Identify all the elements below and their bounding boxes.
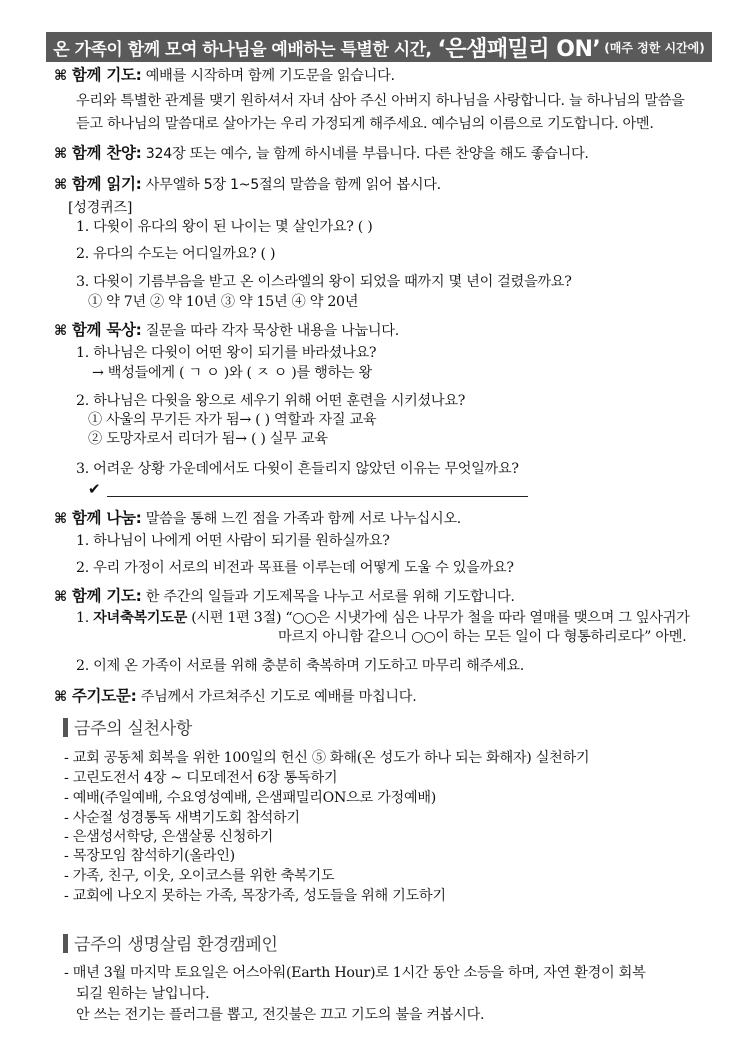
section-desc: 324장 또는 예수, 늘 함께 하시네를 부릅니다. 다른 찬양을 해도 좋습니다. — [141, 146, 589, 162]
command-mark-icon: ⌘ — [54, 323, 67, 339]
command-mark-icon: ⌘ — [54, 689, 67, 705]
banner-program-name: ‘은샘패밀리 ON’ — [437, 36, 601, 62]
section-praise-heading — [54, 143, 589, 164]
practice-item: - 예배(주일예배, 수요영성예배, 은샘패밀리ON으로 가정예배) — [64, 790, 436, 806]
practice-item: - 은샘성서학당, 은샘살롱 신청하기 — [64, 829, 274, 845]
command-mark-icon: ⌘ — [54, 68, 67, 84]
section-desc: 사무엘하 5장 1~5절의 말씀을 함께 읽어 봅시다. — [141, 177, 441, 193]
title-bar-icon — [63, 718, 68, 737]
sharing-question-2: 2. 우리 가정이 서로의 비전과 목표를 이루는데 어떻게 도울 수 있을까요? — [76, 560, 514, 576]
banner-main-text: 온 가족이 함께 모여 하나님을 예배하는 특별한 시간, — [53, 39, 432, 60]
item-number: 1. — [76, 610, 94, 626]
prayer-body-line: 우리와 특별한 관계를 맺기 원하셔서 자녀 삼아 주신 아버지 하나님을 사랑합니다. 늘 하나님의 말씀을 — [76, 93, 685, 109]
command-mark-icon: ⌘ — [54, 511, 67, 527]
title-banner — [46, 32, 712, 62]
section-heading: 함께 묵상: — [71, 321, 142, 339]
campaign-line: - 매년 3월 마지막 토요일은 어스아워(Earth Hour)로 1시간 동안 소등을 하며, 자연 환경이 회복 — [64, 965, 646, 981]
quiz-question-3: 3. 다윗이 기름부음을 받고 온 이스라엘의 왕이 되었을 때까지 몇 년이 걸렸을까요? — [76, 274, 572, 290]
practice-item: - 가족, 친구, 이웃, 오이코스를 위한 축복기도 — [64, 868, 335, 884]
section-desc: 예배를 시작하며 함께 기도문을 읽습니다. — [141, 68, 395, 84]
campaign-title-text: 금주의 생명살림 환경캠페인 — [74, 935, 278, 955]
answer-line — [107, 496, 528, 497]
meditation-question-3: 3. 어려운 상황 가운데에서도 다윗이 흔들리지 않았던 이유는 무엇일까요? — [76, 461, 519, 477]
quiz-options: ① 약 7년 ② 약 10년 ③ 약 15년 ④ 약 20년 — [88, 294, 359, 310]
meditation-answer-2b: ② 도망자로서 리더가 됨→ ( ) 실무 교육 — [88, 431, 328, 447]
section-heading: 함께 기도: — [71, 587, 142, 605]
section-prayer-heading — [54, 65, 395, 86]
banner-note: (매주 정한 시간에) — [604, 40, 705, 55]
campaign-line: 안 쓰는 전기는 플러그를 뽑고, 전깃불은 끄고 기도의 불을 켜봅시다. — [76, 1007, 485, 1023]
child-blessing-prayer — [76, 608, 690, 628]
practice-item: - 교회에 나오지 못하는 가족, 목장가족, 성도들을 위해 기도하기 — [64, 888, 446, 904]
together-prayer-item-2: 2. 이제 온 가족이 서로를 위해 충분히 축복하며 기도하고 마무리 해주세요. — [76, 658, 524, 674]
section-lords-prayer-heading — [54, 686, 416, 707]
meditation-answer-1: → 백성들에게 ( ㄱ ㅇ )와 ( ㅈ ㅇ )를 행하는 왕 — [92, 365, 372, 381]
prayer-body-line: 듣고 하나님의 말씀대로 살아가는 우리 가정되게 해주세요. 예수님의 이름으로 기도합니다. 아멘. — [76, 116, 654, 132]
quiz-question-1: 1. 다윗이 유다의 왕이 된 나이는 몇 살인가요? ( ) — [76, 219, 373, 235]
section-reading-heading — [54, 174, 441, 195]
practice-item: - 교회 공동체 회복을 위한 100일의 헌신 ⑤ 화해(온 성도가 하나 되는 화해자) 실천하기 — [64, 750, 590, 766]
section-sharing-heading — [54, 508, 461, 529]
section-meditation-heading — [54, 320, 399, 341]
command-mark-icon: ⌘ — [54, 177, 67, 193]
practice-title — [63, 718, 192, 740]
title-bar-icon — [63, 934, 68, 953]
child-blessing-continued: 마르지 아니함 같으니 ○○이 하는 모든 일이 다 형통하리로다” 아멘. — [278, 629, 687, 645]
practice-title-text: 금주의 실천사항 — [74, 719, 192, 739]
section-heading: 주기도문: — [71, 687, 137, 705]
check-icon: ✔ — [88, 480, 101, 498]
sharing-question-1: 1. 하나님이 나에게 어떤 사람이 되기를 원하실까요? — [76, 533, 390, 549]
section-desc: 한 주간의 일들과 기도제목을 나누고 서로를 위해 기도합니다. — [141, 589, 515, 605]
quiz-question-2: 2. 유다의 수도는 어디일까요? ( ) — [76, 246, 276, 262]
quiz-label: [성경퀴즈] — [68, 200, 133, 216]
section-desc: 말씀을 통해 느낀 점을 가족과 함께 서로 나누십시오. — [141, 511, 461, 527]
command-mark-icon: ⌘ — [54, 146, 67, 162]
section-heading: 함께 기도: — [71, 66, 142, 84]
child-blessing-text: (시편 1편 3절) “○○은 시냇가에 심은 나무가 철을 따라 열매를 맺으며 그 잎사귀가 — [187, 610, 690, 626]
command-mark-icon: ⌘ — [54, 589, 67, 605]
meditation-question-1: 1. 하나님은 다윗이 어떤 왕이 되기를 바라셨나요? — [76, 345, 377, 361]
section-heading: 함께 읽기: — [71, 175, 142, 193]
section-together-prayer-heading — [54, 586, 515, 607]
meditation-answer-2a: ① 사울의 무기든 자가 됨→ ( ) 역할과 자질 교육 — [88, 412, 377, 428]
campaign-line: 되길 원하는 날입니다. — [76, 986, 210, 1002]
section-heading: 함께 찬양: — [71, 144, 142, 162]
practice-item: - 사순절 성경통독 새벽기도회 참석하기 — [64, 810, 300, 826]
section-desc: 질문을 따라 각자 묵상한 내용을 나눕니다. — [141, 323, 399, 339]
child-blessing-title: 자녀축복기도문 — [93, 610, 187, 626]
section-heading: 함께 나눔: — [71, 509, 142, 527]
practice-item: - 고린도전서 4장 ~ 디모데전서 6장 통독하기 — [64, 770, 338, 786]
meditation-question-2: 2. 하나님은 다윗을 왕으로 세우기 위해 어떤 훈련을 시키셨나요? — [76, 393, 466, 409]
campaign-title — [63, 934, 278, 956]
practice-item: - 목장모임 참석하기(올라인) — [64, 848, 235, 864]
section-desc: 주님께서 가르쳐주신 기도로 예배를 마칩니다. — [136, 689, 417, 705]
